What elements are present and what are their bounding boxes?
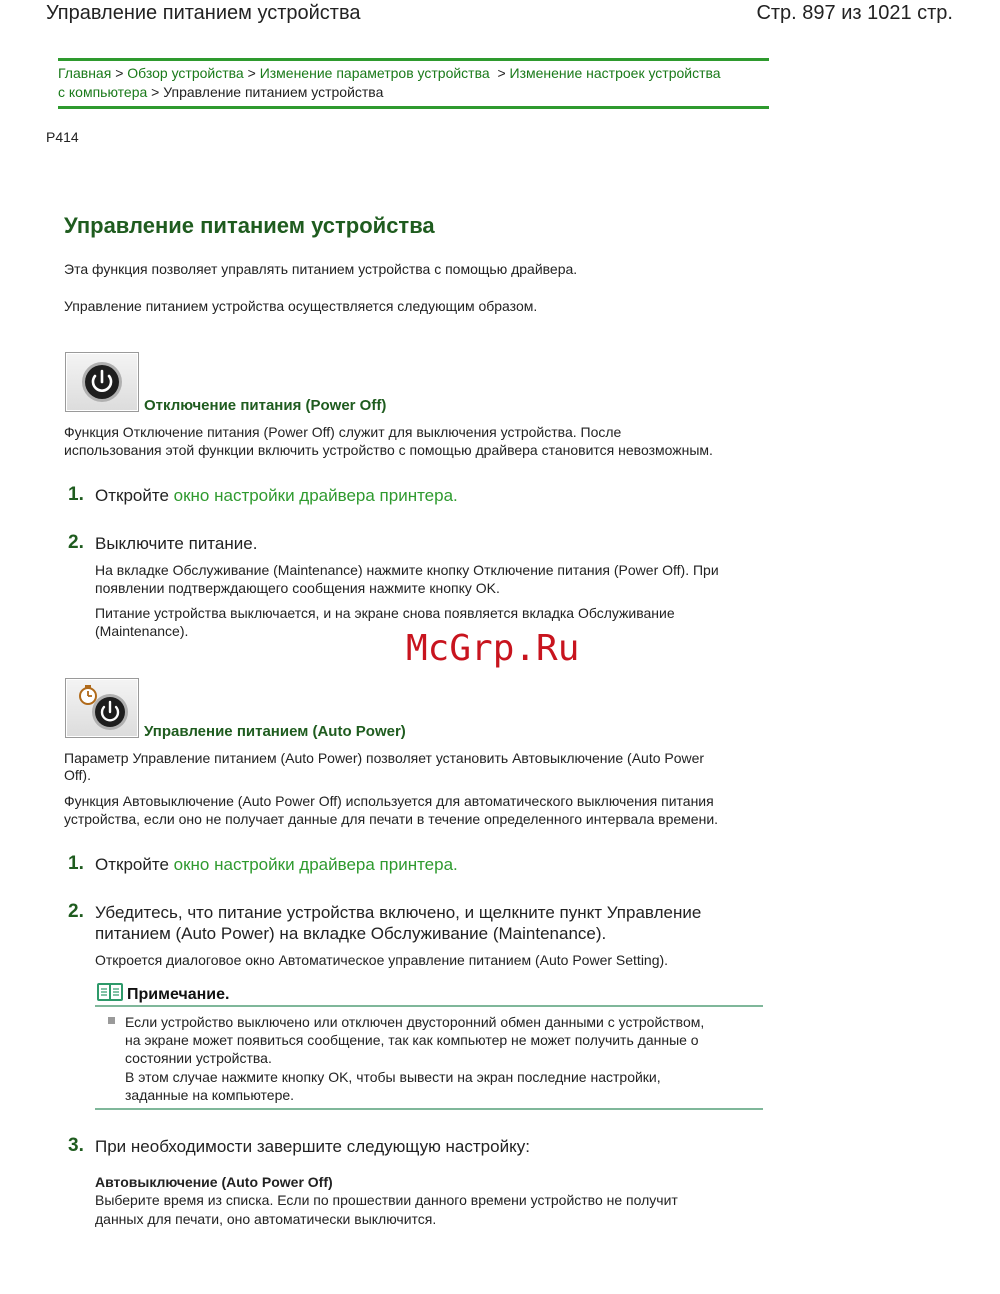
note-line-5: заданные на компьютере.: [125, 1087, 295, 1103]
power-button-icon: [66, 353, 138, 411]
watermark: McGrp.Ru: [406, 628, 580, 669]
auto-power-heading: Управление питанием (Auto Power): [144, 723, 406, 740]
auto-power-step-2-line-2: питанием (Auto Power) на вкладке Обслуживание (Maintenance).: [95, 924, 607, 943]
breadcrumb: [58, 64, 768, 102]
breadcrumb-separator: >: [115, 65, 124, 81]
intro-paragraph-2: Управление питанием устройства осуществляется следующим образом.: [64, 298, 538, 314]
page-code: P414: [46, 129, 79, 145]
note-icon-wrap: [96, 982, 124, 1007]
auto-power-step-1: [95, 854, 458, 875]
driver-settings-link[interactable]: окно настройки драйвера принтера.: [173, 855, 458, 874]
bullet-icon: [108, 1017, 115, 1024]
power-off-step-2-line-2: появлении подтверждающего сообщения нажмите кнопку OK.: [95, 580, 500, 596]
note-line-2: на экране может появиться сообщение, так как компьютер не может получить данные о: [125, 1032, 699, 1048]
step-text: Откройте: [95, 486, 169, 505]
auto-power-step-2-line-1: Убедитесь, что питание устройства включено, и щелкните пункт Управление: [95, 903, 702, 922]
auto-power-off-setting-line-2: данных для печати, оно автоматически выключится.: [95, 1211, 437, 1227]
breadcrumb-link-overview[interactable]: Обзор устройства: [127, 65, 244, 81]
breadcrumb-separator: >: [497, 65, 506, 81]
note-line-4: В этом случае нажмите кнопку OK, чтобы вывести на экран последние настройки,: [125, 1069, 661, 1085]
power-off-desc-line-1: Функция Отключение питания (Power Off) служит для выключения устройства. После: [64, 424, 622, 440]
note-line-3: состоянии устройства.: [125, 1050, 272, 1066]
power-off-step-1: [95, 485, 458, 506]
auto-power-desc-1-line-1: Параметр Управление питанием (Auto Power) позволяет установить Автовыключение (Auto Power: [64, 750, 705, 766]
auto-power-step-2-sub: Откроется диалоговое окно Автоматическое управление питанием (Auto Power Setting).: [95, 952, 669, 968]
auto-power-icon-box: [65, 678, 139, 738]
step-number: 2.: [68, 532, 84, 553]
auto-power-off-setting-title: Автовыключение (Auto Power Off): [95, 1174, 333, 1190]
note-line-1: Если устройство выключено или отключен двусторонний обмен данными с устройством,: [125, 1014, 705, 1030]
breadcrumb-current: Управление питанием устройства: [163, 84, 384, 100]
breadcrumb-link-change-settings[interactable]: Изменение настроек устройства: [509, 65, 721, 81]
note-title: Примечание.: [127, 986, 230, 1003]
auto-power-step-3: При необходимости завершите следующую настройку:: [95, 1137, 530, 1156]
power-off-icon-box: [65, 352, 139, 412]
note-book-icon: [96, 982, 124, 1002]
page-indicator: Стр. 897 из 1021 стр.: [756, 2, 953, 24]
page-title: Управление питанием устройства: [64, 213, 435, 238]
page-header-title: Управление питанием устройства: [46, 2, 361, 24]
power-off-step-2-line-3: Питание устройства выключается, и на экране снова появляется вкладка Обслуживание: [95, 605, 675, 621]
power-off-step-2-line-4: (Maintenance).: [95, 623, 189, 639]
breadcrumb-rule-top: [58, 58, 769, 61]
power-off-step-2-line-1: На вкладке Обслуживание (Maintenance) нажмите кнопку Отключение питания (Power Off). При: [95, 562, 719, 578]
step-number: 1.: [68, 484, 84, 505]
breadcrumb-separator: >: [151, 84, 160, 100]
breadcrumb-link-home[interactable]: Главная: [58, 65, 112, 81]
breadcrumb-rule-bottom: [58, 106, 769, 109]
intro-paragraph-1: Эта функция позволяет управлять питанием устройства с помощью драйвера.: [64, 261, 578, 277]
auto-power-desc-1-line-2: Off).: [64, 767, 91, 783]
step-number: 3.: [68, 1135, 84, 1156]
auto-power-off-setting-line-1: Выберите время из списка. Если по прошествии данного времени устройство не получит: [95, 1192, 678, 1208]
power-off-heading: Отключение питания (Power Off): [144, 397, 387, 414]
breadcrumb-link-from-computer[interactable]: с компьютера: [58, 84, 148, 100]
driver-settings-link[interactable]: окно настройки драйвера принтера.: [173, 486, 458, 505]
note-rule-top: [95, 1005, 763, 1007]
step-text: Откройте: [95, 855, 169, 874]
breadcrumb-link-change-params[interactable]: Изменение параметров устройства: [259, 65, 490, 81]
power-off-desc-line-2: использования этой функции включить устройство с помощью драйвера становится невозможным.: [64, 442, 713, 458]
timer-power-icon: [66, 679, 138, 737]
step-number: 2.: [68, 901, 84, 922]
auto-power-desc-2-line-2: устройства, если оно не получает данные для печати в течение определенного интервала времени.: [64, 811, 719, 827]
step-number: 1.: [68, 853, 84, 874]
note-rule-bottom: [95, 1108, 763, 1110]
breadcrumb-separator: >: [247, 65, 256, 81]
auto-power-desc-2-line-1: Функция Автовыключение (Auto Power Off) используется для автоматического выключения питания: [64, 793, 714, 809]
power-off-step-2: Выключите питание.: [95, 534, 258, 553]
